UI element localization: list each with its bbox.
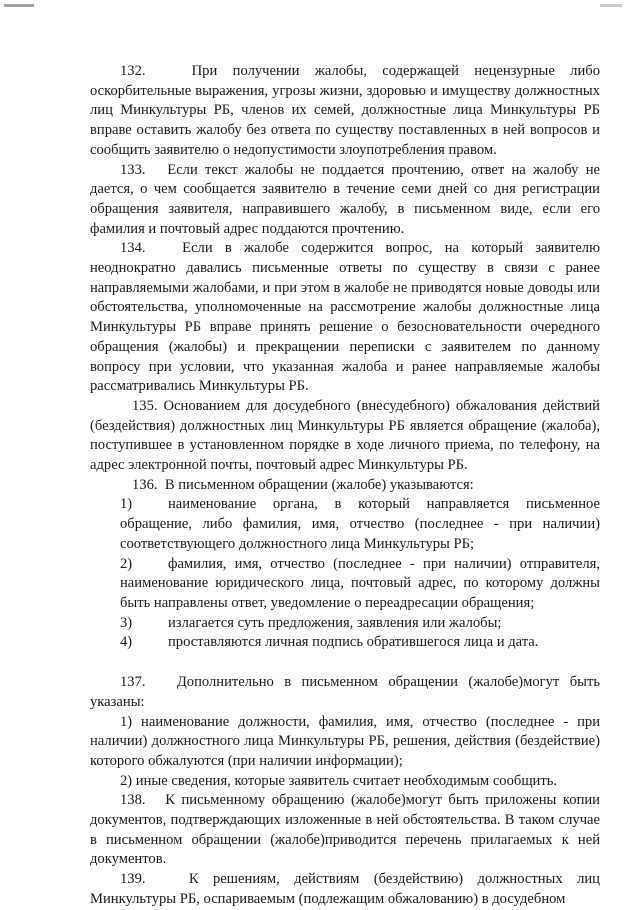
paragraph-135: 135. Основанием для досудебного (внесудебного) обжалования действий (бездействия) должностных лиц Минкультуры РБ является обращение (жалоба), поступившее в установленном порядке в ходе личного приема, по телефону, на адрес электронной почты, почтовый адрес Минкультуры РБ. xyxy=(90,397,600,474)
list-text: наименование органа, в который направляется письменное обращение, либо фамилия, имя, отчество (последнее - при наличии) соответствующего должностного лица Минкультуры РБ; xyxy=(120,496,600,552)
paragraph-136: 136. В письменном обращении (жалобе) указываются: xyxy=(132,476,474,493)
list-text: излагается суть предложения, заявления или жалобы; xyxy=(168,614,502,631)
paragraph-138: 138. К письменному обращению (жалобе)могут быть приложены копии документов, подтверждающих изложенные в ней обстоятельства. В таком случае в письменном обращении (жалобе)приводится перечень прилагаемых к ней документов. xyxy=(90,792,600,868)
list-number: 1) xyxy=(120,496,133,513)
paragraph-139: 139. К решениям, действиям (бездействию) должностных лиц Минкультуры РБ, оспариваемым (подлежащим обжалованию) в досудебном xyxy=(90,871,600,907)
list-number: 2) xyxy=(120,555,133,572)
list-item-137-1: 1) наименование должности, фамилия, имя, отчество (последнее - при наличии) должностного лица Минкультуры РБ, решения, действия (бездействие) которого обжалуются (при наличии информации); xyxy=(90,713,600,769)
list-text: проставляются личная подпись обратившегося лица и дата. xyxy=(168,634,539,651)
list-number: 4) xyxy=(120,634,133,651)
list-item-136-3 xyxy=(90,614,600,634)
scan-mark-left xyxy=(4,4,34,7)
paragraph-133: 133. Если текст жалобы не поддается прочтению, ответ на жалобу не дается, о чем сообщается заявителю в течение семи дней со дня регистрации обращения заявителя, направившего жалобу, в письменном виде, если его фамилия и почтовый адрес поддаются прочтению. xyxy=(90,161,600,237)
list-item-137-2: 2) иные сведения, которые заявитель считает необходимым сообщить. xyxy=(120,772,558,789)
list-number: 3) xyxy=(120,614,133,631)
list-item-136-1 xyxy=(90,495,600,554)
paragraph-132: 132. При получении жалобы, содержащей нецензурные либо оскорбительные выражения, угрозы жизни, здоровью и имуществу должностных лиц Минкультуры РБ, членов их семей, должностные лица Минкультуры РБ вправе оставить жалобу без ответа по существу поставленных в ней вопросов и сообщить заявителю о недопустимости злоупотребления правом. xyxy=(90,63,600,158)
list-item-136-2 xyxy=(90,555,600,614)
paragraph-137: 137. Дополнительно в письменном обращении (жалобе)могут быть указаны: xyxy=(90,674,600,710)
list-text: фамилия, имя, отчество (последнее - при наличии) отправителя, наименование юридического лица, почтовый адрес, по которому должны быть направлены ответ, уведомление о переадресации обращения; xyxy=(120,555,600,611)
spacer xyxy=(90,653,600,673)
paragraph-134: 134. Если в жалобе содержится вопрос, на который заявителю неоднократно давались письменные ответы по существу в связи с ранее направляемыми жалобами, и при этом в жалобе не приводятся новые доводы или обстоятельства, уполномоченные на рассмотрение жалобы должностные лица Минкультуры РБ вправе принять решение о безосновательности очередного обращения (жалобы) и прекращении переписки с заявителем по данному вопросу при условии, что указанная жалоба и ранее направляемые жалобы рассматривались Минкультуры РБ. xyxy=(90,240,600,395)
scan-mark-right xyxy=(600,4,622,7)
document-page xyxy=(90,62,600,910)
list-item-136-4 xyxy=(90,633,600,653)
